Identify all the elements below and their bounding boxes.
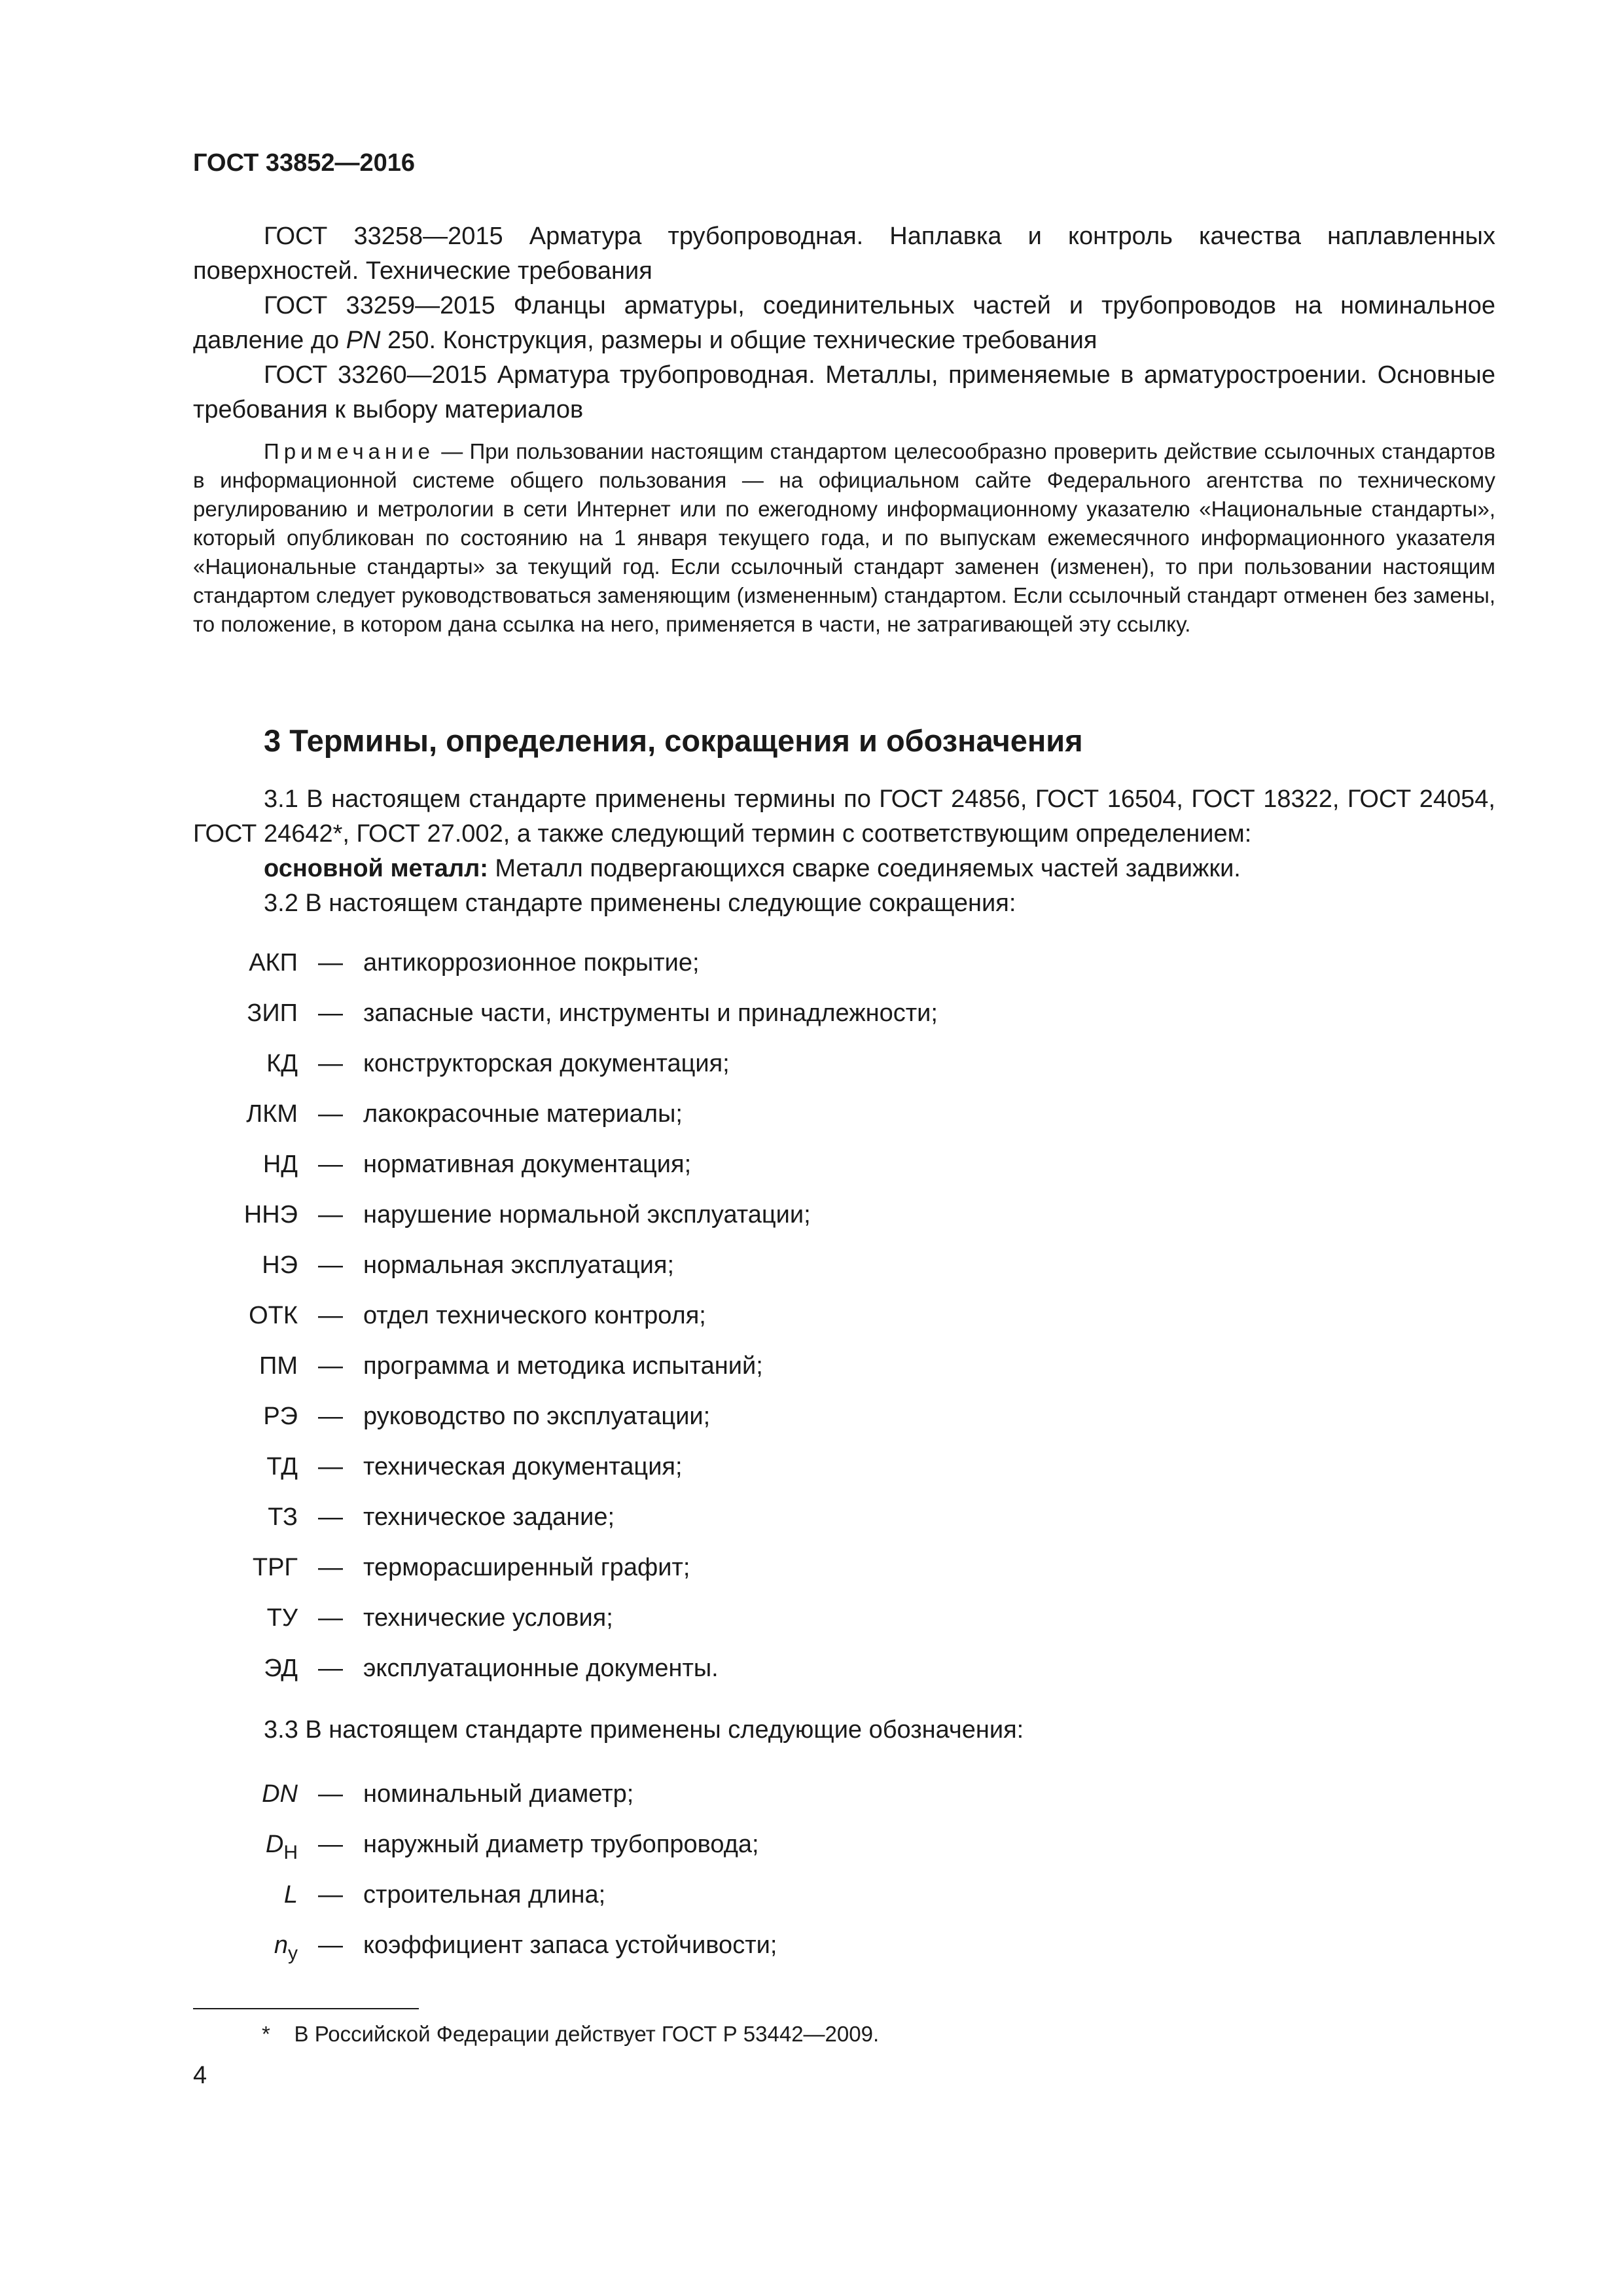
terms-block [193,782,1495,921]
abbreviation-item [193,1047,1495,1097]
term-name: основной металл: [264,855,488,882]
abbreviation-code: ТРГ [252,1554,298,1581]
symbol-code [193,1928,298,1964]
dash: — [318,1881,343,1909]
abbreviation-item [193,1601,1495,1651]
symbol-list [193,1777,1495,1979]
symbol-definition: коэффициент запаса устойчивости; [363,1931,777,1959]
abbreviation-code: ОТК [249,1302,298,1329]
symbol-subscript: у [288,1943,298,1964]
dash: — [318,1831,343,1858]
abbreviation-code: ЗИП [247,999,298,1027]
abbreviation-definition: нормативная документация; [363,1151,692,1178]
symbol-subscript: Н [283,1842,298,1863]
dash: — [318,1151,343,1178]
abbreviation-definition: техническая документация; [363,1453,683,1480]
abbreviation-definition: техническое задание; [363,1503,615,1531]
symbol-definition: строительная длина; [363,1881,606,1909]
dash: — [318,1251,343,1279]
dash: — [318,1453,343,1480]
paragraph-3-3: 3.3 В настоящем стандарте применены следующие обозначения: [264,1716,1024,1744]
symbol-item [193,1928,1495,1979]
abbreviation-item [193,1399,1495,1450]
abbreviation-code: ТУ [266,1604,298,1632]
abbreviation-code: ТЗ [268,1503,298,1531]
reference-item: ГОСТ 33258—2015 Арматура трубопроводная. Наплавка и контроль качества наплавленных поверхностей. Технические требования [193,223,1495,285]
dash: — [318,1050,343,1077]
footnote-marker: * [262,2022,270,2046]
dash: — [318,1100,343,1128]
abbreviation-code: РЭ [263,1403,298,1430]
abbreviation-item [193,1349,1495,1399]
symbol-item [193,1878,1495,1928]
abbreviation-definition: терморасширенный графит; [363,1554,690,1581]
symbol-letter: n [274,1931,288,1959]
abbreviation-code: НЭ [262,1251,298,1279]
abbreviation-item [193,1651,1495,1702]
abbreviation-item [193,1248,1495,1299]
symbol-item [193,1827,1495,1878]
footnote-text: В Российской Федерации действует ГОСТ Р 53442—2009. [294,2022,880,2046]
abbreviation-definition: технические условия; [363,1604,613,1632]
abbreviation-item [193,1198,1495,1248]
abbreviation-code: ЛКМ [246,1100,298,1128]
abbreviation-definition: программа и методика испытаний; [363,1352,763,1380]
symbol-letter: L [283,1881,298,1909]
symbol-definition: номинальный диаметр; [363,1780,634,1808]
paragraph-3-1: 3.1 В настоящем стандарте применены термины по ГОСТ 24856, ГОСТ 16504, ГОСТ 18322, ГОСТ 24054, ГОСТ 24642*, ГОСТ 27.002, а также следующий термин с соответствующим определением: [193,785,1495,848]
abbreviation-item [193,946,1495,996]
abbreviation-item [193,1147,1495,1198]
abbreviation-item [193,1551,1495,1601]
abbreviation-definition: нормальная эксплуатация; [363,1251,675,1279]
abbreviation-definition: лакокрасочные материалы; [363,1100,683,1128]
symbol-code [193,1827,298,1863]
abbreviation-definition: антикоррозионное покрытие; [363,949,700,977]
dash: — [318,1201,343,1229]
symbol-definition: наружный диаметр трубопровода; [363,1831,759,1858]
dash: — [318,1604,343,1632]
page-number: 4 [193,2062,207,2089]
symbol-code [193,1777,298,1812]
abbreviation-code: ННЭ [243,1201,298,1229]
abbreviation-code: АКП [249,949,298,977]
dash: — [318,1403,343,1430]
abbreviation-code: КД [266,1050,298,1077]
abbreviation-item [193,1450,1495,1500]
abbreviation-definition: отдел технического контроля; [363,1302,706,1329]
footnote-divider [193,2008,419,2009]
abbreviation-item [193,996,1495,1047]
symbol-code [193,1878,298,1912]
abbreviation-code: ТД [266,1453,298,1480]
dash: — [318,1554,343,1581]
dash: — [318,1352,343,1380]
abbreviation-definition: нарушение нормальной эксплуатации; [363,1201,811,1229]
abbreviation-definition: эксплуатационные документы. [363,1655,719,1682]
note-text: — При пользовании настоящим стандартом целесообразно проверить действие ссылочных стандартов в информационной системе общего пользования — на официальном сайте Федерального агентства по техническому регулированию и метрологии в сети Интернет или по ежегодному информационному указателю «Национальные стандарты», который опубликован по состоянию на 1 января текущего года, и по выпускам ежемесячного информационного указателя «Национальные стандарты» за текущий год. Если ссылочный стандарт заменен (изменен), то при пользовании настоящим стандартом следует руководствоваться заменяющим (измененным) стандартом. Если ссылочный стандарт отменен без замены, то положение, в котором дана ссылка на него, применяется в части, не затрагивающей эту ссылку. [193,439,1495,636]
dash: — [318,1655,343,1682]
dash: — [318,1302,343,1329]
abbreviation-definition: руководство по эксплуатации; [363,1403,711,1430]
abbreviation-code: ЭД [264,1655,298,1682]
footnote [262,2020,879,2049]
reference-item: ГОСТ 33260—2015 Арматура трубопроводная. Металлы, применяемые в арматуростроении. Основные требования к выбору материалов [193,361,1495,423]
section-heading: 3 Термины, определения, сокращения и обозначения [264,723,1083,758]
dash: — [318,1780,343,1808]
abbreviation-definition: запасные части, инструменты и принадлежности; [363,999,938,1027]
note-paragraph [193,437,1495,639]
symbol-letter: D [265,1831,284,1858]
pn-symbol: PN [346,327,381,354]
document-header: ГОСТ 33852—2016 [193,149,416,177]
normative-references [193,219,1495,427]
symbol-item [193,1777,1495,1827]
abbreviation-item [193,1500,1495,1551]
abbreviation-list [193,946,1495,1702]
dash: — [318,1503,343,1531]
abbreviation-item [193,1299,1495,1349]
dash: — [318,949,343,977]
abbreviation-code: НД [262,1151,298,1178]
paragraph-3-2: 3.2 В настоящем стандарте применены следующие сокращения: [264,889,1016,917]
symbol-letter: DN [262,1780,298,1808]
note-label: Примечание [264,439,435,463]
reference-item: ГОСТ 33259—2015 Фланцы арматуры, соединительных частей и трубопроводов на номинальное давление до PN 250. Конструкция, размеры и общие технические требования [193,292,1495,354]
term-definition [193,852,1495,886]
abbreviation-code: ПМ [259,1352,298,1380]
dash: — [318,1931,343,1959]
abbreviation-item [193,1097,1495,1147]
dash: — [318,999,343,1027]
abbreviation-definition: конструкторская документация; [363,1050,730,1077]
term-text: Металл подвергающихся сварке соединяемых частей задвижки. [488,855,1241,882]
